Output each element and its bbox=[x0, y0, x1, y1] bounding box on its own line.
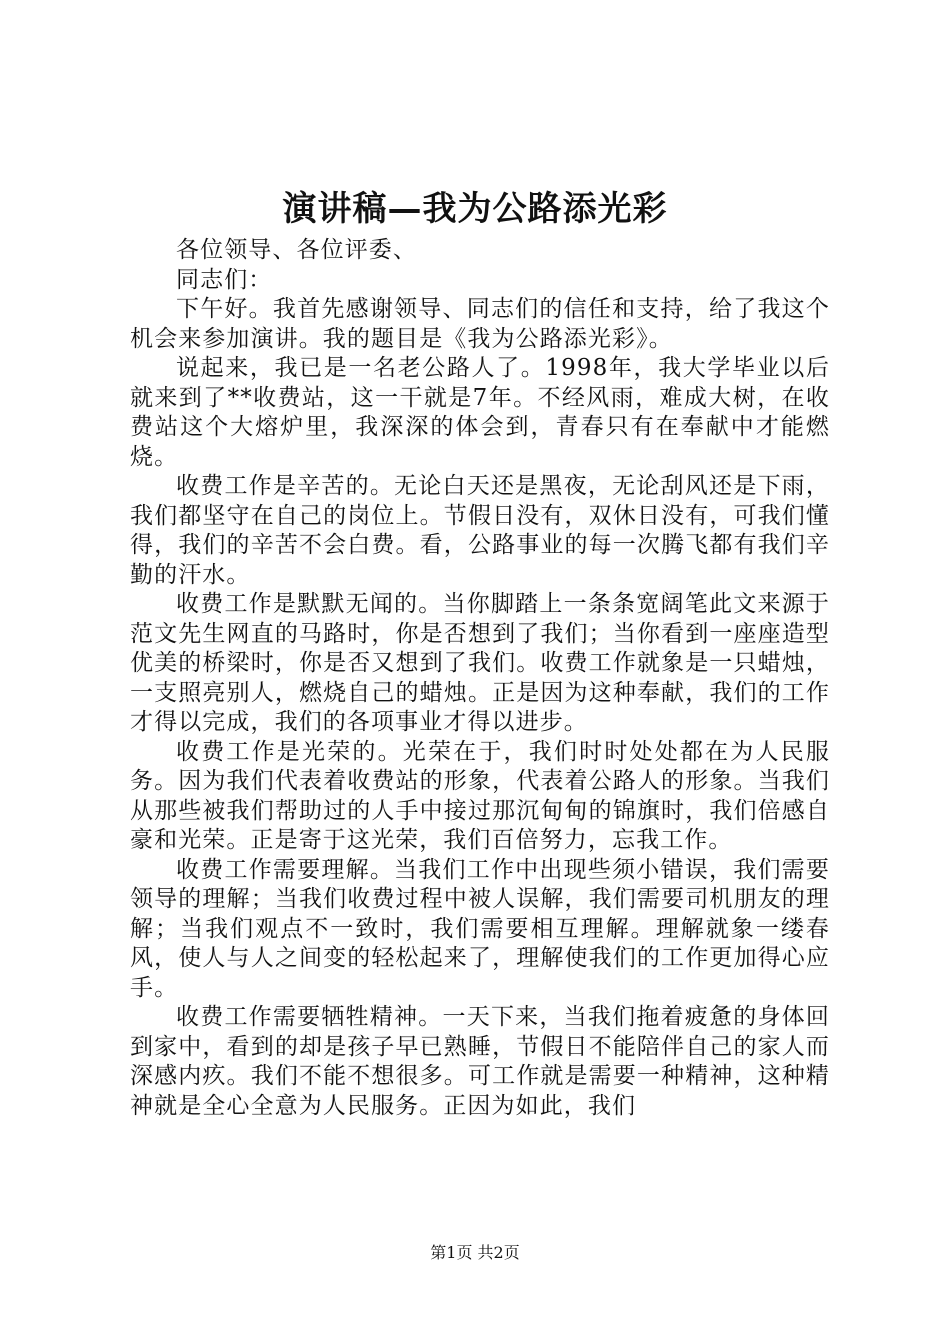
paragraph-understanding: 收费工作需要理解。当我们工作中出现些须小错误，我们需要领导的理解；当我们收费过程中被人误解，我们需要司机朋友的理解；当我们观点不一致时，我们需要相互理解。理解就象一缕春风，使人与人之间变的轻松起来了，理解使我们的工作更加得心应手。 bbox=[130, 856, 830, 1001]
paragraph-hardship: 收费工作是辛苦的。无论白天还是黑夜，无论刮风还是下雨，我们都坚守在自己的岗位上。节假日没有，双休日没有，可我们懂得，我们的辛苦不会白费。看，公路事业的每一次腾飞都有我们辛勤的汗水。 bbox=[130, 473, 830, 588]
document-body bbox=[130, 236, 830, 1121]
page-number: 第1页 共2页 bbox=[430, 1243, 520, 1262]
document-title: 演讲稿—我为公路添光彩 bbox=[282, 189, 668, 229]
paragraph-honor: 收费工作是光荣的。光荣在于，我们时时处处都在为人民服务。因为我们代表着收费站的形象，代表着公路人的形象。当我们从那些被我们帮助过的人手中接过那沉甸甸的锦旗时，我们倍感自豪和光荣。正是寄于这光荣，我们百倍努力，忘我工作。 bbox=[130, 738, 830, 853]
paragraph-unsung: 收费工作是默默无闻的。当你脚踏上一条条宽阔笔此文来源于范文先生网直的马路时，你是否想到了我们；当你看到一座座造型优美的桥梁时，你是否又想到了我们。收费工作就象是一只蜡烛，一支照亮别人，燃烧自己的蜡烛。正是因为这种奉献，我们的工作才得以完成，我们的各项事业才得以进步。 bbox=[130, 591, 830, 735]
salutation-line-2: 同志们： bbox=[176, 266, 273, 293]
salutation-line-1: 各位领导、各位评委、 bbox=[176, 237, 417, 263]
paragraph-introduction: 说起来，我已是一名老公路人了。1998年，我大学毕业以后就来到了**收费站，这一干就是7年。不经风雨，难成大树，在收费站这个大熔炉里，我深深的体会到，青春只有在奉献中才能燃烧。 bbox=[130, 355, 830, 470]
paragraph-sacrifice: 收费工作需要牺牲精神。一天下来，当我们拖着疲惫的身体回到家中，看到的却是孩子早已熟睡，节假日不能陪伴自己的家人而深感内疚。我们不能不想很多。可工作就是需要一种精神，这种精神就是全心全意为人民服务。正因为如此，我们 bbox=[130, 1004, 830, 1119]
paragraph-greeting: 下午好。我首先感谢领导、同志们的信任和支持，给了我这个机会来参加演讲。我的题目是《我为公路添光彩》。 bbox=[130, 296, 830, 352]
